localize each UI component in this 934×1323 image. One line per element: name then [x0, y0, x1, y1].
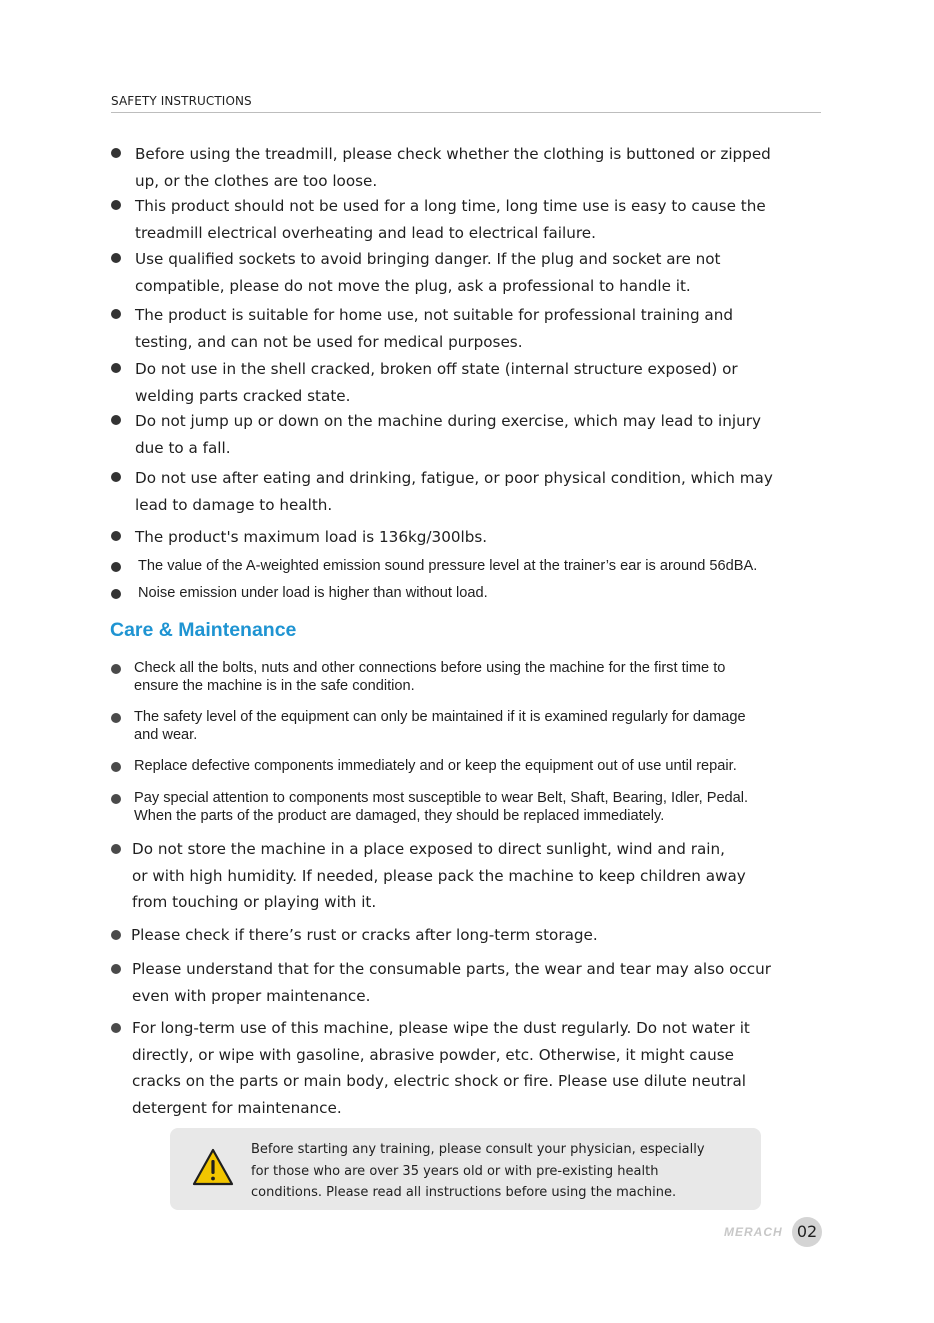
text-line: Before starting any training, please consult your physician, especially — [251, 1142, 705, 1157]
text-line: Noise emission under load is higher than without load. — [138, 585, 488, 601]
bullet-icon — [111, 964, 121, 974]
warning-text — [251, 1139, 705, 1204]
text-line: When the parts of the product are damaged, they should be replaced immediately. — [134, 808, 665, 824]
text-line: compatible, please do not move the plug, ask a professional to handle it. — [135, 276, 691, 295]
care-maintenance-heading: Care & Maintenance — [110, 619, 297, 641]
item-text — [138, 584, 836, 602]
text-line: Replace defective components immediately and or keep the equipment out of use until repair. — [134, 758, 737, 774]
text-line: even with proper maintenance. — [132, 986, 371, 1005]
bullet-icon — [111, 200, 121, 210]
text-line: Do not store the machine in a place exposed to direct sunlight, wind and rain, — [132, 840, 725, 858]
text-line: Do not use in the shell cracked, broken off state (internal structure exposed) or — [135, 360, 738, 378]
text-line: testing, and can not be used for medical purposes. — [135, 332, 523, 351]
bullet-icon — [111, 930, 121, 940]
text-line: or with high humidity. If needed, please pack the machine to keep children away — [132, 866, 746, 885]
text-line: Please check if there’s rust or cracks after long-term storage. — [131, 926, 598, 944]
text-line: lead to damage to health. — [135, 495, 333, 514]
bullet-icon — [111, 1023, 121, 1033]
warning-box — [170, 1128, 761, 1210]
text-line: The product is suitable for home use, not suitable for professional training and — [135, 306, 734, 324]
bullet-icon — [111, 253, 121, 263]
bullet-icon — [111, 664, 121, 674]
text-line: directly, or wipe with gasoline, abrasive powder, etc. Otherwise, it might cause — [132, 1045, 734, 1064]
text-line: Do not jump up or down on the machine during exercise, which may lead to injury — [135, 412, 761, 430]
bullet-icon — [111, 589, 121, 599]
text-line: ensure the machine is in the safe condition. — [134, 678, 415, 694]
text-line: Do not use after eating and drinking, fatigue, or poor physical condition, which may — [135, 469, 773, 487]
text-line: welding parts cracked state. — [135, 386, 351, 405]
text-line: The safety level of the equipment can only be maintained if it is examined regularly for damage — [134, 709, 746, 725]
text-line: treadmill electrical overheating and lead to electrical failure. — [135, 223, 596, 242]
text-line: Use qualified sockets to avoid bringing danger. If the plug and socket are not — [135, 250, 721, 268]
text-line: Before using the treadmill, please check whether the clothing is buttoned or zipped — [135, 145, 771, 163]
text-line: from touching or playing with it. — [132, 893, 377, 911]
item-text — [135, 141, 836, 194]
item-text — [135, 302, 836, 355]
text-line: conditions. Please read all instructions before using the machine. — [251, 1185, 677, 1200]
text-line: due to a fall. — [135, 438, 231, 457]
page-number: 02 — [792, 1217, 822, 1247]
item-text — [132, 1015, 836, 1121]
text-line: detergent for maintenance. — [132, 1098, 342, 1117]
bullet-icon — [111, 713, 121, 723]
bullet-icon — [111, 844, 121, 854]
text-line: and wear. — [134, 727, 198, 743]
bullet-icon — [111, 363, 121, 373]
section-header: SAFETY INSTRUCTIONS — [111, 94, 821, 113]
item-text — [135, 193, 836, 246]
item-text — [134, 659, 836, 695]
item-text — [132, 836, 836, 916]
item-text — [134, 789, 836, 825]
text-line: This product should not be used for a long time, long time use is easy to cause the — [135, 197, 766, 215]
bullet-icon — [111, 531, 121, 541]
item-text — [135, 524, 836, 551]
bullet-icon — [111, 472, 121, 482]
text-line: Pay special attention to components most susceptible to wear Belt, Shaft, Bearing, Idler, Pedal. — [134, 790, 749, 806]
warning-triangle-icon — [192, 1148, 234, 1186]
text-line: The product's maximum load is 136kg/300lbs. — [135, 528, 488, 546]
bullet-icon — [111, 148, 121, 158]
text-line: up, or the clothes are too loose. — [135, 171, 378, 190]
bullet-icon — [111, 562, 121, 572]
text-line: Please understand that for the consumable parts, the wear and tear may also occur — [132, 960, 771, 978]
item-text — [135, 246, 836, 299]
item-text — [135, 356, 836, 409]
item-text — [135, 465, 836, 518]
brand-logo: MERACH — [724, 1225, 783, 1239]
bullet-icon — [111, 794, 121, 804]
item-text — [134, 757, 836, 775]
text-line: for those who are over 35 years old or with pre-existing health — [251, 1163, 659, 1179]
item-text — [134, 708, 836, 744]
item-text — [131, 922, 836, 949]
bullet-icon — [111, 762, 121, 772]
text-line: For long-term use of this machine, please wipe the dust regularly. Do not water it — [132, 1019, 750, 1037]
text-line: Check all the bolts, nuts and other connections before using the machine for the first time to — [134, 660, 726, 676]
item-text — [135, 408, 836, 461]
item-text — [132, 956, 836, 1009]
item-text — [138, 557, 836, 575]
text-line: The value of the A-weighted emission sound pressure level at the trainer’s ear is around 56dBA. — [138, 558, 758, 574]
bullet-icon — [111, 415, 121, 425]
bullet-icon — [111, 309, 121, 319]
text-line: cracks on the parts or main body, electric shock or fire. Please use dilute neutral — [132, 1072, 746, 1090]
